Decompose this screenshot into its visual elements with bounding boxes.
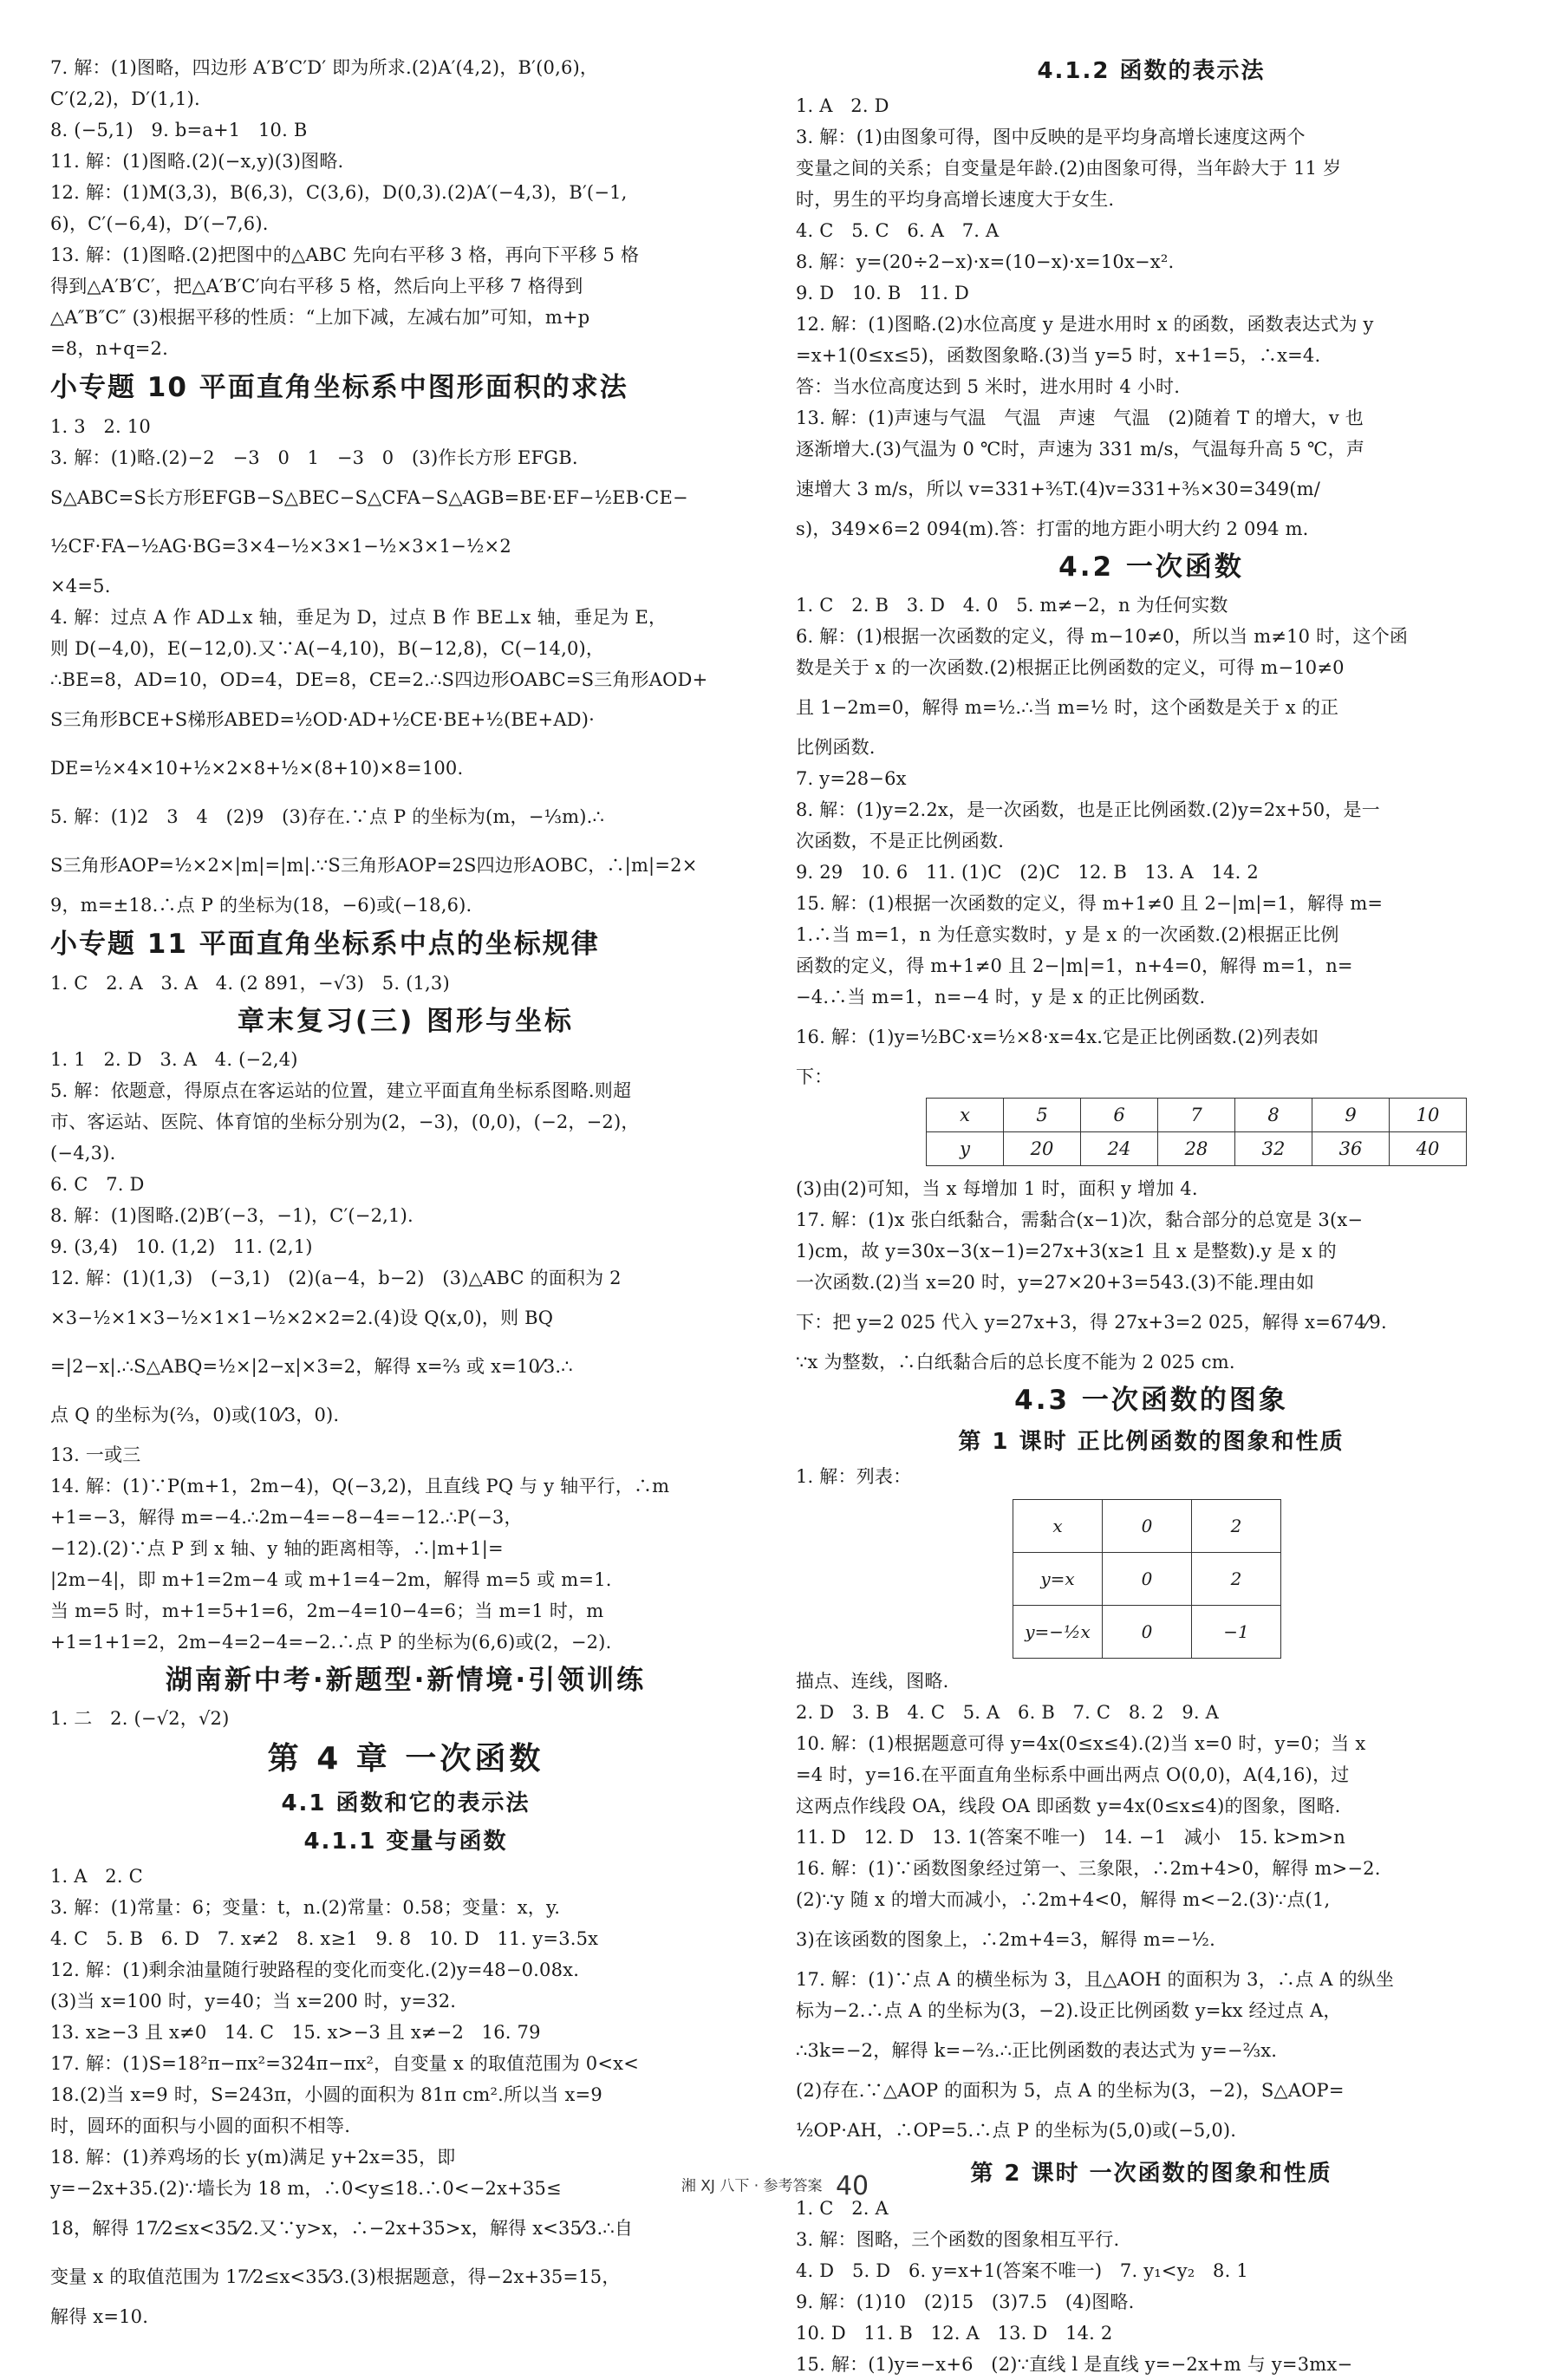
answer-line: s)，349×6=2 094(m).答：打雷的地方距小明大约 2 094 m. <box>796 518 1309 539</box>
answer-line: 3. 解：图略，三个函数的图象相互平行. <box>796 2229 1120 2250</box>
answer-line: 8. 解：y=(20÷2−x)·x=(10−x)·x=10x−x². <box>796 251 1175 272</box>
answer-line: 数是关于 x 的一次函数.(2)根据正比例函数的定义，可得 m−10≠0 <box>796 657 1345 678</box>
table-cell: 28 <box>1158 1132 1235 1166</box>
answer-line: 点 Q 的坐标为(⅔，0)或(10⁄3，0). <box>50 1405 340 1425</box>
answer-line: 2. D 3. B 4. C 5. A 6. B 7. C 8. 2 9. A <box>796 1702 1220 1723</box>
left-block-1 <box>50 52 761 364</box>
table-cell: y <box>927 1132 1004 1166</box>
answer-line: 9. (3,4) 10. (1,2) 11. (2,1) <box>50 1236 313 1257</box>
chapter-review-heading: 章末复习(三) 图形与坐标 <box>237 1006 575 1037</box>
value-table-2 <box>1013 1499 1281 1659</box>
answer-line: 1. 1 2. D 3. A 4. (−2,4) <box>50 1049 298 1070</box>
footer-label: 湘 XJ 八下 · 参考答案 <box>681 2177 823 2195</box>
answer-line: 11. D 12. D 13. 1(答案不唯一) 14. −1 减小 15. k>m>n <box>796 1827 1346 1848</box>
answer-line: 1. 3 2. 10 <box>50 416 151 437</box>
table-cell: x <box>1013 1500 1103 1553</box>
answer-line: 6. 解：(1)根据一次函数的定义，得 m−10≠0，所以当 m≠10 时，这个函 <box>796 626 1409 647</box>
answer-line: 4. C 5. B 6. D 7. x≠2 8. x≥1 9. 8 10. D 11. y=3.5x <box>50 1928 599 1949</box>
answer-line: 14. 解：(1)∵P(m+1，2m−4)，Q(−3,2)，且直线 PQ 与 y 轴平行，∴m <box>50 1476 670 1496</box>
value-table <box>926 1098 1467 1166</box>
section-heading-4-1-2: 4.1.2 函数的表示法 <box>1037 58 1266 84</box>
table-cell: 10 <box>1390 1099 1467 1132</box>
answer-line: S三角形BCE+S梯形ABED=½OD·AD+½CE·BE+½(BE+AD)· <box>50 709 595 730</box>
answer-line: =4 时，y=16.在平面直角坐标系中画出两点 O(0,0)，A(4,16)，过 <box>796 1764 1350 1785</box>
answer-line: 1. C 2. A 3. A 4. (2 891，−√3) 5. (1,3) <box>50 973 450 994</box>
answer-line: 3. 解：(1)由图象可得，图中反映的是平均身高增长速度这两个 <box>796 127 1306 147</box>
page-number: 40 <box>835 2171 869 2201</box>
answer-line: 变量 x 的取值范围为 17⁄2≤x<35⁄3.(3)根据题意，得−2x+35=15， <box>50 2266 621 2287</box>
section-heading-4-1-1: 4.1.1 变量与函数 <box>303 1829 508 1855</box>
answer-line: ×3−½×1×3−½×1×1−½×2×2=2.(4)设 Q(x,0)，则 BQ <box>50 1307 554 1328</box>
answer-line: 4. C 5. C 6. A 7. A <box>796 220 1000 241</box>
answer-line: y=−2x+35.(2)∵墙长为 18 m，∴0<y≤18.∴0<−2x+35≤ <box>50 2178 562 2199</box>
answer-line: 3)在该函数的图象上，∴2m+4=3，解得 m=−½. <box>796 1929 1215 1950</box>
answer-line: 12. 解：(1)剩余油量随行驶路程的变化而变化.(2)y=48−0.08x. <box>50 1959 580 1980</box>
answer-line: 速增大 3 m/s，所以 v=331+⅗T.(4)v=331+⅗×30=349(m/ <box>796 479 1321 499</box>
answer-line: 12. 解：(1)M(3,3)，B(6,3)，C(3,6)，D(0,3).(2)A′(−4,3)，B′(−1, <box>50 182 628 203</box>
answer-line: DE=½×4×10+½×2×8+½×(8+10)×8=100. <box>50 758 464 779</box>
answer-line: 逐渐增大.(3)气温为 0 ℃时，声速为 331 m/s，气温每升高 5 ℃，声 <box>796 439 1365 460</box>
answer-line: −12).(2)∵点 P 到 x 轴、y 轴的距离相等，∴|m+1|= <box>50 1538 504 1559</box>
answer-line: 15. 解：(1)根据一次函数的定义，得 m+1≠0 且 2−|m|=1，解得 m= <box>796 893 1384 914</box>
table-cell: 20 <box>1004 1132 1081 1166</box>
table-row <box>927 1099 1467 1132</box>
answer-line: 18，解得 17⁄2≤x<35⁄2.又∵y>x，∴−2x+35>x，解得 x<35⁄3.∴自 <box>50 2218 634 2239</box>
answer-line: 函数的定义，得 m+1≠0 且 2−|m|=1，n+4=0，解得 m=1，n= <box>796 955 1353 976</box>
answer-line: (3)当 x=100 时，y=40；当 x=200 时，y=32. <box>50 1991 457 2012</box>
answer-line: 5. 解：依题意，得原点在客运站的位置，建立平面直角坐标系图略.则超 <box>50 1080 632 1101</box>
answer-line: 8. 解：(1)图略.(2)B′(−3，−1)，C′(−2,1). <box>50 1205 414 1226</box>
answer-line: 3. 解：(1)略.(2)−2 −3 0 1 −3 0 (3)作长方形 EFGB. <box>50 447 578 468</box>
right-block-4 <box>796 1461 1507 1492</box>
answer-line: 17. 解：(1)∵点 A 的横坐标为 3，且△AOH 的面积为 3，∴点 A 的纵坐 <box>796 1969 1395 1990</box>
table-cell: y=−½x <box>1013 1606 1103 1659</box>
answer-line: 下：把 y=2 025 代入 y=27x+3，得 27x+3=2 025，解得 x=674⁄9. <box>796 1312 1387 1333</box>
answer-line: 16. 解：(1)∵函数图象经过第一、三象限，∴2m+4>0，解得 m>−2. <box>796 1858 1381 1879</box>
answer-line: 13. 解：(1)声速与气温 气温 声速 气温 (2)随着 T 的增大，v 也 <box>796 408 1364 428</box>
answer-line: 18.(2)当 x=9 时，S=243π，小圆的面积为 81π cm².所以当 x=9 <box>50 2084 602 2105</box>
answer-line: 4. D 5. D 6. y=x+1(答案不唯一) 7. y₁<y₂ 8. 1 <box>796 2260 1248 2281</box>
answer-line: 当 m=5 时，m+1=5+1=6，2m−4=10−4=6；当 m=1 时，m <box>50 1601 604 1621</box>
answer-line: (2)∵y 随 x 的增大而减小，∴2m+4<0，解得 m<−2.(3)∵点(1, <box>796 1889 1331 1910</box>
answer-line: +1=1+1=2，2m−4=2−4=−2.∴点 P 的坐标为(6,6)或(2，−2). <box>50 1632 612 1653</box>
section-heading-4-2: 4.2 一次函数 <box>1058 551 1244 583</box>
section-heading-10: 小专题 10 平面直角坐标系中图形面积的求法 <box>50 372 628 403</box>
answer-line: S△ABC=S长方形EFGB−S△BEC−S△CFA−S△AGB=BE·EF−½EB·CE− <box>50 487 688 508</box>
answer-line: 1. 解：列表： <box>796 1466 912 1487</box>
answer-line: 9. 解：(1)10 (2)15 (3)7.5 (4)图略. <box>796 2292 1135 2312</box>
answer-line: ∴3k=−2，解得 k=−⅔.∴正比例函数的表达式为 y=−⅔x. <box>796 2040 1278 2061</box>
answer-line: 9. 29 10. 6 11. (1)C (2)C 12. B 13. A 14. 2 <box>796 862 1259 883</box>
answer-line: 一次函数.(2)当 x=20 时，y=27×20+3=543.(3)不能.理由如 <box>796 1272 1315 1293</box>
answer-line: 17. 解：(1)S=18²π−πx²=324π−πx²，自变量 x 的取值范围为 0<x< <box>50 2053 640 2074</box>
answer-line: S三角形AOP=½×2×|m|=|m|.∵S三角形AOP=2S四边形AOBC，∴|m|=2× <box>50 855 698 876</box>
answer-line: =x+1(0≤x≤5)，函数图象略.(3)当 y=5 时，x+1=5，∴x=4. <box>796 345 1321 366</box>
answer-line: 1. C 2. B 3. D 4. 0 5. m≠−2，n 为任何实数 <box>796 595 1228 616</box>
answer-line: ×4=5. <box>50 576 111 597</box>
left-block-2 <box>50 411 761 921</box>
table-row <box>1013 1500 1281 1553</box>
section-heading-4-3: 4.3 一次函数的图象 <box>1014 1385 1288 1416</box>
answer-line: 这两点作线段 OA，线段 OA 即函数 y=4x(0≤x≤4)的图象，图略. <box>796 1796 1341 1816</box>
answer-line: 12. 解：(1)图略.(2)水位高度 y 是进水用时 x 的函数，函数表达式为 y <box>796 314 1374 335</box>
answer-line: 16. 解：(1)y=½BC·x=½×8·x=4x.它是正比例函数.(2)列表如 <box>796 1027 1319 1047</box>
answer-line: 15. 解：(1)y=−x+6 (2)∵直线 l 是直线 y=−2x+m 与 y=3mx− <box>796 2354 1353 2375</box>
table-cell: 36 <box>1312 1132 1390 1166</box>
right-block-6 <box>796 2193 1507 2380</box>
answer-line: 次函数，不是正比例函数. <box>796 831 1005 851</box>
section-heading-11: 小专题 11 平面直角坐标系中点的坐标规律 <box>50 929 600 960</box>
answer-line: 则 D(−4,0)，E(−12,0).又∵A(−4,10)，B(−12,8)，C(−14,0)， <box>50 638 605 659</box>
answer-line: 7. y=28−6x <box>796 768 907 789</box>
answer-line: 市、客运站、医院、体育馆的坐标分别为(2，−3)，(0,0)，(−2，−2)， <box>50 1112 640 1132</box>
table-cell: x <box>927 1099 1004 1132</box>
left-block-3 <box>50 968 761 999</box>
answer-line: 18. 解：(1)养鸡场的长 y(m)满足 y+2x=35，即 <box>50 2147 456 2168</box>
left-block-4 <box>50 1044 761 1658</box>
answer-line: 变量之间的关系；自变量是年龄.(2)由图象可得，当年龄大于 11 岁 <box>796 158 1342 179</box>
answer-line: 1. C 2. A <box>796 2198 889 2219</box>
chapter-heading: 第 4 章 一次函数 <box>267 1741 544 1777</box>
answer-line: (−4,3). <box>50 1143 116 1164</box>
answer-line: −4.∴当 m=1，n=−4 时，y 是 x 的正比例函数. <box>796 987 1206 1007</box>
answer-line: 时，男生的平均身高增长速度大于女生. <box>796 189 1115 210</box>
answer-line: ½CF·FA−½AG·BG=3×4−½×3×1−½×3×1−½×2 <box>50 536 511 557</box>
table-row <box>1013 1553 1281 1606</box>
lesson-heading-2: 第 2 课时 一次函数的图象和性质 <box>970 2161 1332 2187</box>
table-row <box>927 1132 1467 1166</box>
table-cell: 0 <box>1103 1553 1192 1606</box>
table-cell: 8 <box>1235 1099 1312 1132</box>
answer-line: |2m−4|，即 m+1=2m−4 或 m+1=4−2m，解得 m=5 或 m=1. <box>50 1569 612 1590</box>
right-block-2 <box>796 590 1507 1092</box>
answer-line: +1=−3，解得 m=−4.∴2m−4=−8−4=−12.∴P(−3， <box>50 1507 523 1528</box>
answer-line: 描点、连线，图略. <box>796 1671 949 1692</box>
lesson-heading-1: 第 1 课时 正比例函数的图象和性质 <box>958 1429 1345 1455</box>
table-cell: 24 <box>1081 1132 1158 1166</box>
answer-line: 1. A 2. C <box>50 1866 143 1887</box>
table-cell: 2 <box>1192 1553 1281 1606</box>
answer-line: 标为−2.∴点 A 的坐标为(3，−2).设正比例函数 y=kx 经过点 A， <box>796 2000 1342 2021</box>
answer-line: (2)存在.∵△AOP 的面积为 5，点 A 的坐标为(3，−2)，S△AOP= <box>796 2080 1345 2101</box>
page-footer <box>0 2171 1550 2201</box>
answer-line: 10. 解：(1)根据题意可得 y=4x(0≤x≤4).(2)当 x=0 时，y=0；当 x <box>796 1733 1366 1754</box>
right-block-5 <box>796 1666 1507 2155</box>
answer-line: 9. D 10. B 11. D <box>796 283 970 303</box>
table-cell: 40 <box>1390 1132 1467 1166</box>
table-cell: 0 <box>1103 1500 1192 1553</box>
table-cell: 0 <box>1103 1606 1192 1659</box>
right-column <box>796 52 1507 2380</box>
answer-line: 4. 解：过点 A 作 AD⊥x 轴，垂足为 D，过点 B 作 BE⊥x 轴，垂足为 E， <box>50 607 668 628</box>
answer-line: C′(2,2)，D′(1,1). <box>50 88 200 109</box>
right-block-1 <box>796 90 1507 544</box>
answer-line: 5. 解：(1)2 3 4 (2)9 (3)存在.∵点 P 的坐标为(m，−⅓m).∴ <box>50 806 605 827</box>
answer-line: 比例函数. <box>796 737 876 758</box>
section-heading-4-1: 4.1 函数和它的表示法 <box>281 1790 531 1816</box>
answer-line: 1.∴当 m=1，n 为任意实数时，y 是 x 的一次函数.(2)根据正比例 <box>796 924 1339 945</box>
answer-line: △A″B″C″ (3)根据平移的性质：“上加下减，左减右加”可知，m+p <box>50 307 590 328</box>
answer-line: 时，圆环的面积与小圆的面积不相等. <box>50 2116 351 2136</box>
answer-line: 解得 x=10. <box>50 2306 149 2327</box>
answer-line: =8，n+q=2. <box>50 338 168 359</box>
table-cell: y=x <box>1013 1553 1103 1606</box>
answer-line: 1)cm，故 y=30x−3(x−1)=27x+3(x≥1 且 x 是整数).y 是 x 的 <box>796 1241 1337 1262</box>
table-cell: 7 <box>1158 1099 1235 1132</box>
answer-line: 10. D 11. B 12. A 13. D 14. 2 <box>796 2323 1113 2344</box>
table-cell: 2 <box>1192 1500 1281 1553</box>
answer-line: 17. 解：(1)x 张白纸黏合，需黏合(x−1)次，黏合部分的总宽是 3(x− <box>796 1210 1364 1230</box>
answer-line: =|2−x|.∴S△ABQ=½×|2−x|×3=2，解得 x=⅔ 或 x=10⁄3.∴ <box>50 1356 573 1377</box>
table-cell: 5 <box>1004 1099 1081 1132</box>
answer-line: 9，m=±18.∴点 P 的坐标为(18，−6)或(−18,6). <box>50 895 472 916</box>
answer-line: 7. 解：(1)图略，四边形 A′B′C′D′ 即为所求.(2)A′(4,2)，B′(0,6)， <box>50 57 599 78</box>
table-cell: 9 <box>1312 1099 1390 1132</box>
left-block-6 <box>50 1861 761 2332</box>
answer-line: 下： <box>796 1066 833 1087</box>
answer-line: (3)由(2)可知，当 x 每增加 1 时，面积 y 增加 4. <box>796 1178 1198 1199</box>
table-cell: −1 <box>1192 1606 1281 1659</box>
answer-line: 13. x≥−3 且 x≠0 14. C 15. x>−3 且 x≠−2 16. 79 <box>50 2022 541 2043</box>
answer-line: 13. 一或三 <box>50 1444 141 1465</box>
hunan-heading: 湖南新中考·新题型·新情境·引领训练 <box>165 1665 647 1696</box>
left-block-5 <box>50 1703 761 1734</box>
answer-line: 3. 解：(1)常量：6；变量：t，n.(2)常量：0.58；变量：x，y. <box>50 1897 561 1918</box>
answer-line: 8. (−5,1) 9. b=a+1 10. B <box>50 120 308 140</box>
right-block-3 <box>796 1173 1507 1378</box>
answer-line: 得到△A′B′C′，把△A′B′C′向右平移 5 格，然后向上平移 7 格得到 <box>50 276 583 297</box>
answer-line: 12. 解：(1)(1,3) (−3,1) (2)(a−4，b−2) (3)△ABC 的面积为 2 <box>50 1268 622 1288</box>
answer-line: 11. 解：(1)图略.(2)(−x,y)(3)图略. <box>50 151 344 172</box>
answer-line: 6)，C′(−6,4)，D′(−7,6). <box>50 213 269 234</box>
answer-line: 1. A 2. D <box>796 95 889 116</box>
answer-line: 8. 解：(1)y=2.2x，是一次函数，也是正比例函数.(2)y=2x+50，是一 <box>796 799 1380 820</box>
left-column <box>50 52 761 2332</box>
answer-line: 且 1−2m=0，解得 m=½.∴当 m=½ 时，这个函数是关于 x 的正 <box>796 697 1339 718</box>
answer-line: 13. 解：(1)图略.(2)把图中的△ABC 先向右平移 3 格，再向下平移 5 格 <box>50 245 640 265</box>
answer-line: ∵x 为整数，∴白纸黏合后的总长度不能为 2 025 cm. <box>796 1352 1235 1373</box>
answer-line: 答：当水位高度达到 5 米时，进水用时 4 小时. <box>796 376 1181 397</box>
table-cell: 32 <box>1235 1132 1312 1166</box>
answer-line: 1. 二 2. (−√2，√2) <box>50 1708 230 1729</box>
answer-line: 6. C 7. D <box>50 1174 145 1195</box>
answer-line: ∴BE=8，AD=10，OD=4，DE=8，CE=2.∴S四边形OABC=S三角形AOD+ <box>50 669 708 690</box>
answer-line: ½OP·AH，∴OP=5.∴点 P 的坐标为(5,0)或(−5,0). <box>796 2120 1237 2141</box>
table-row <box>1013 1606 1281 1659</box>
table-cell: 6 <box>1081 1099 1158 1132</box>
